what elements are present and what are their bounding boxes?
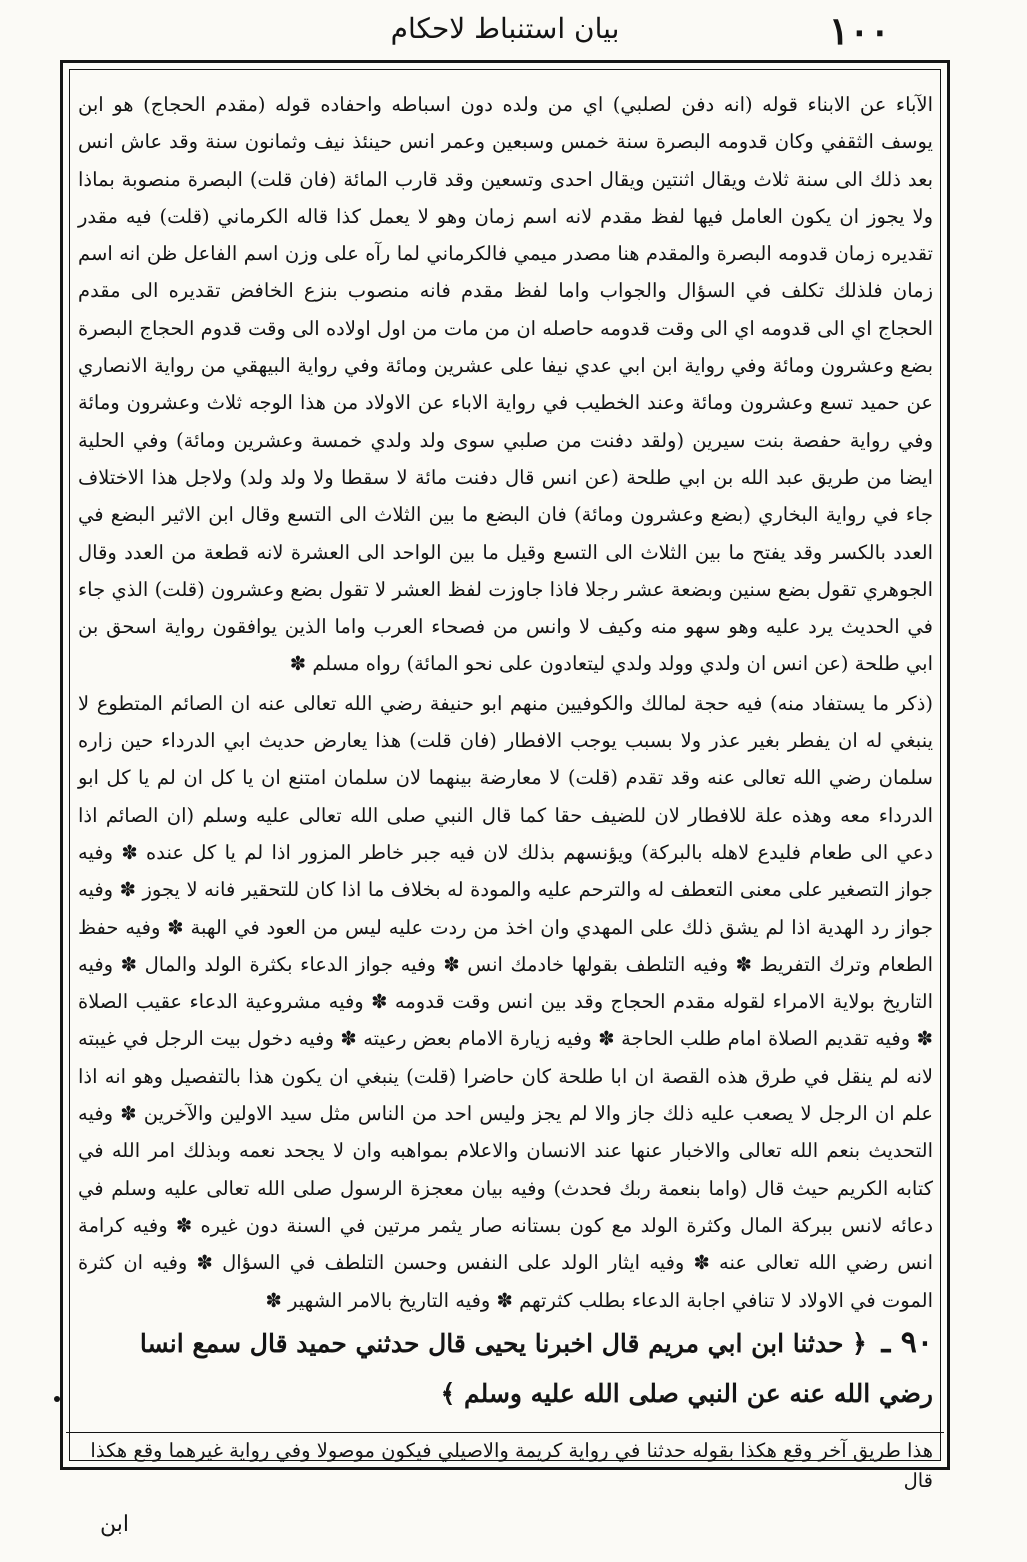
- commentary-text: [78, 86, 933, 1312]
- hadith-number: ٩٠ ـ: [881, 1325, 933, 1360]
- page-number: ١٠٠: [828, 8, 890, 53]
- margin-mark: [54, 1396, 60, 1402]
- hadith-block: [78, 1318, 933, 1433]
- commentary-paragraph: (ذكر ما يستفاد منه) فيه حجة لمالك والكوفيين منهم ابو حنيفة رضي الله تعالى عنه ان الصائم المتطوع لا ينبغي له ان يفطر بغير عذر ولا بسبب يوجب الافطار (فان قلت) هذا يعارض حديث ابي الدرداء حين زاره سلمان رضي الله تعالى عنه وقد تقدم (قلت) لا معارضة بينهما لان سلمان امتنع ان يا كل ان لم يا كل ابو الدرداء معه وهذه علة للافطار لان للضيف حقا كما قال النبي صلى الله تعالى عليه وسلم (ان الصائم اذا دعي الى طعام فليدع لاهله بالبركة) ويؤنسهم بذلك لان فيه جبر خاطر المزور اذا لم يا كل عنده ✽ وفيه جواز التصغير على معنى التعطف له والترحم عليه والمودة له بخلاف ما اذا كان للتحقير فانه لا يجوز ✽ وفيه جواز رد الهدية اذا لم يشق ذلك على المهدي وان اخذ من ردت عليه ليس من العود في الهبة ✽ وفيه حفظ الطعام وترك التفريط ✽ وفيه التلطف بقولها خادمك انس ✽ وفيه جواز الدعاء بكثرة الولد والمال ✽ وفيه التاريخ بولاية الامراء لقوله مقدم الحجاج وقد بين انس وقت قدومه ✽ وفيه مشروعية الدعاء عقيب الصلاة ✽ وفيه تقديم الصلاة امام طلب الحاجة ✽ وفيه زيارة الامام بعض رعيته ✽ وفيه دخول بيت الرجل في غيبته لانه لم ينقل في طرق هذه القصة ان ابا طلحة كان حاضرا (قلت) ينبغي ان يكون هذا بالتفصيل وهو انه اذا علم ان الرجل لا يصعب عليه ذلك جاز والا لم يجز وليس احد من الناس مثل سيد الاولين والآخرين ✽ وفيه التحديث بنعم الله تعالى والاخبار عنها عند الانسان والاعلام بمواهبه وان لا يجحد نعمه وبذلك امر الله في كتابه الكريم حيث قال (واما بنعمة ربك فحدث) وفيه بيان معجزة الرسول صلى الله تعالى عليه وسلم في دعائه لانس ببركة المال وكثرة الولد مع كون بستانه صار يثمر مرتين في السنة دون غيره ✽ وفيه كرامة انس رضي الله تعالى عنه ✽ وفيه ايثار الولد على النفس وحسن التلطف في السؤال ✽ وفيه ان كثرة الموت في الاولاد لا تنافي اجابة الدعاء بطلب كثرتهم ✽ وفيه التاريخ بالامر الشهير ✽: [78, 691, 933, 1312]
- catchword: ابن: [100, 1512, 129, 1537]
- running-title: بيان استنباط لاحكام: [390, 12, 620, 45]
- page-header: [60, 2, 950, 58]
- hadith-text: ﴿ حدثنا ابن ابي مريم قال اخبرنا يحيى قال حدثني حميد قال سمع انسا رضي الله عنه عن النبي صلى الله عليه وسلم ﴾: [139, 1329, 933, 1408]
- separator-rule: [66, 1432, 944, 1433]
- commentary-paragraph: الآباء عن الابناء قوله (انه دفن لصلبي) اي من ولده دون اسباطه واحفاده قوله (مقدم الحجاج) هو ابن يوسف الثقفي وكان قدومه البصرة سنة خمس وسبعين وعمر انس حينئذ نيف وثمانون سنة وقد عاش انس بعد ذلك الى سنة ثلاث ويقال اثنتين ويقال احدى وتسعين وقد قارب المائة (فان قلت) البصرة منصوبة بماذا ولا يجوز ان يكون العامل فيها لفظ مقدم لانه اسم زمان وهو لا يعمل كذا قاله الكرماني (قلت) فيه مقدر تقديره زمان قدومه البصرة والمقدم هنا مصدر ميمي فالكرماني لما رآه على وزن اسم الفاعل ظن انه اسم زمان فلذلك تكلف في السؤال والجواب واما لفظ مقدم فانه منصوب بنزع الخافض تقديره الى مقدم الحجاج اي الى قدومه اي الى وقت قدومه حاصله ان من مات من اول اولاده الى وقت قدوم الحجاج البصرة بضع وعشرون ومائة وفي رواية ابن ابي عدي نيفا على عشرين ومائة وفي رواية البيهقي من رواية الانصاري عن حميد تسع وعشرون ومائة وعند الخطيب في رواية الاباء عن الاولاد من هذا الوجه ثلاث وعشرون ومائة وفي رواية حفصة بنت سيرين (ولقد دفنت من صلبي سوى ولد ولدي خمسة وعشرين ومائة) وفي الحلية ايضا من طريق عبد الله بن ابي طلحة (عن انس قال دفنت مائة لا سقطا ولا ولد ولد) ولاجل هذا الاختلاف جاء في رواية البخاري (بضع وعشرون ومائة) فان البضع ما بين الثلاث الى التسع وقال ابن الاثير البضع في العدد بالكسر وقد يفتح ما بين الثلاث الى التسع وقيل ما بين الواحد الى العشرة لانه قطعة من العدد وقال الجوهري تقول بضع سنين وبضعة عشر رجلا فاذا جاوزت لفظ العشر لا تقول بضع وعشرون (قلت) الذي جاء في الحديث يرد عليه وهو سهو منه وكيف لا وانس من فصحاء العرب واما الذين يوافقون رواية اسحق بن ابي طلحة (عن انس ان ولدي وولد ولدي ليتعادون على نحو المائة) رواه مسلم ✽: [78, 93, 933, 676]
- trailing-commentary-line: هذا طريق آخر وقع هكذا بقوله حدثنا في رواية كريمة والاصيلي فيكون موصولا وفي رواية غيرهما وقع هكذا قال: [90, 1439, 933, 1492]
